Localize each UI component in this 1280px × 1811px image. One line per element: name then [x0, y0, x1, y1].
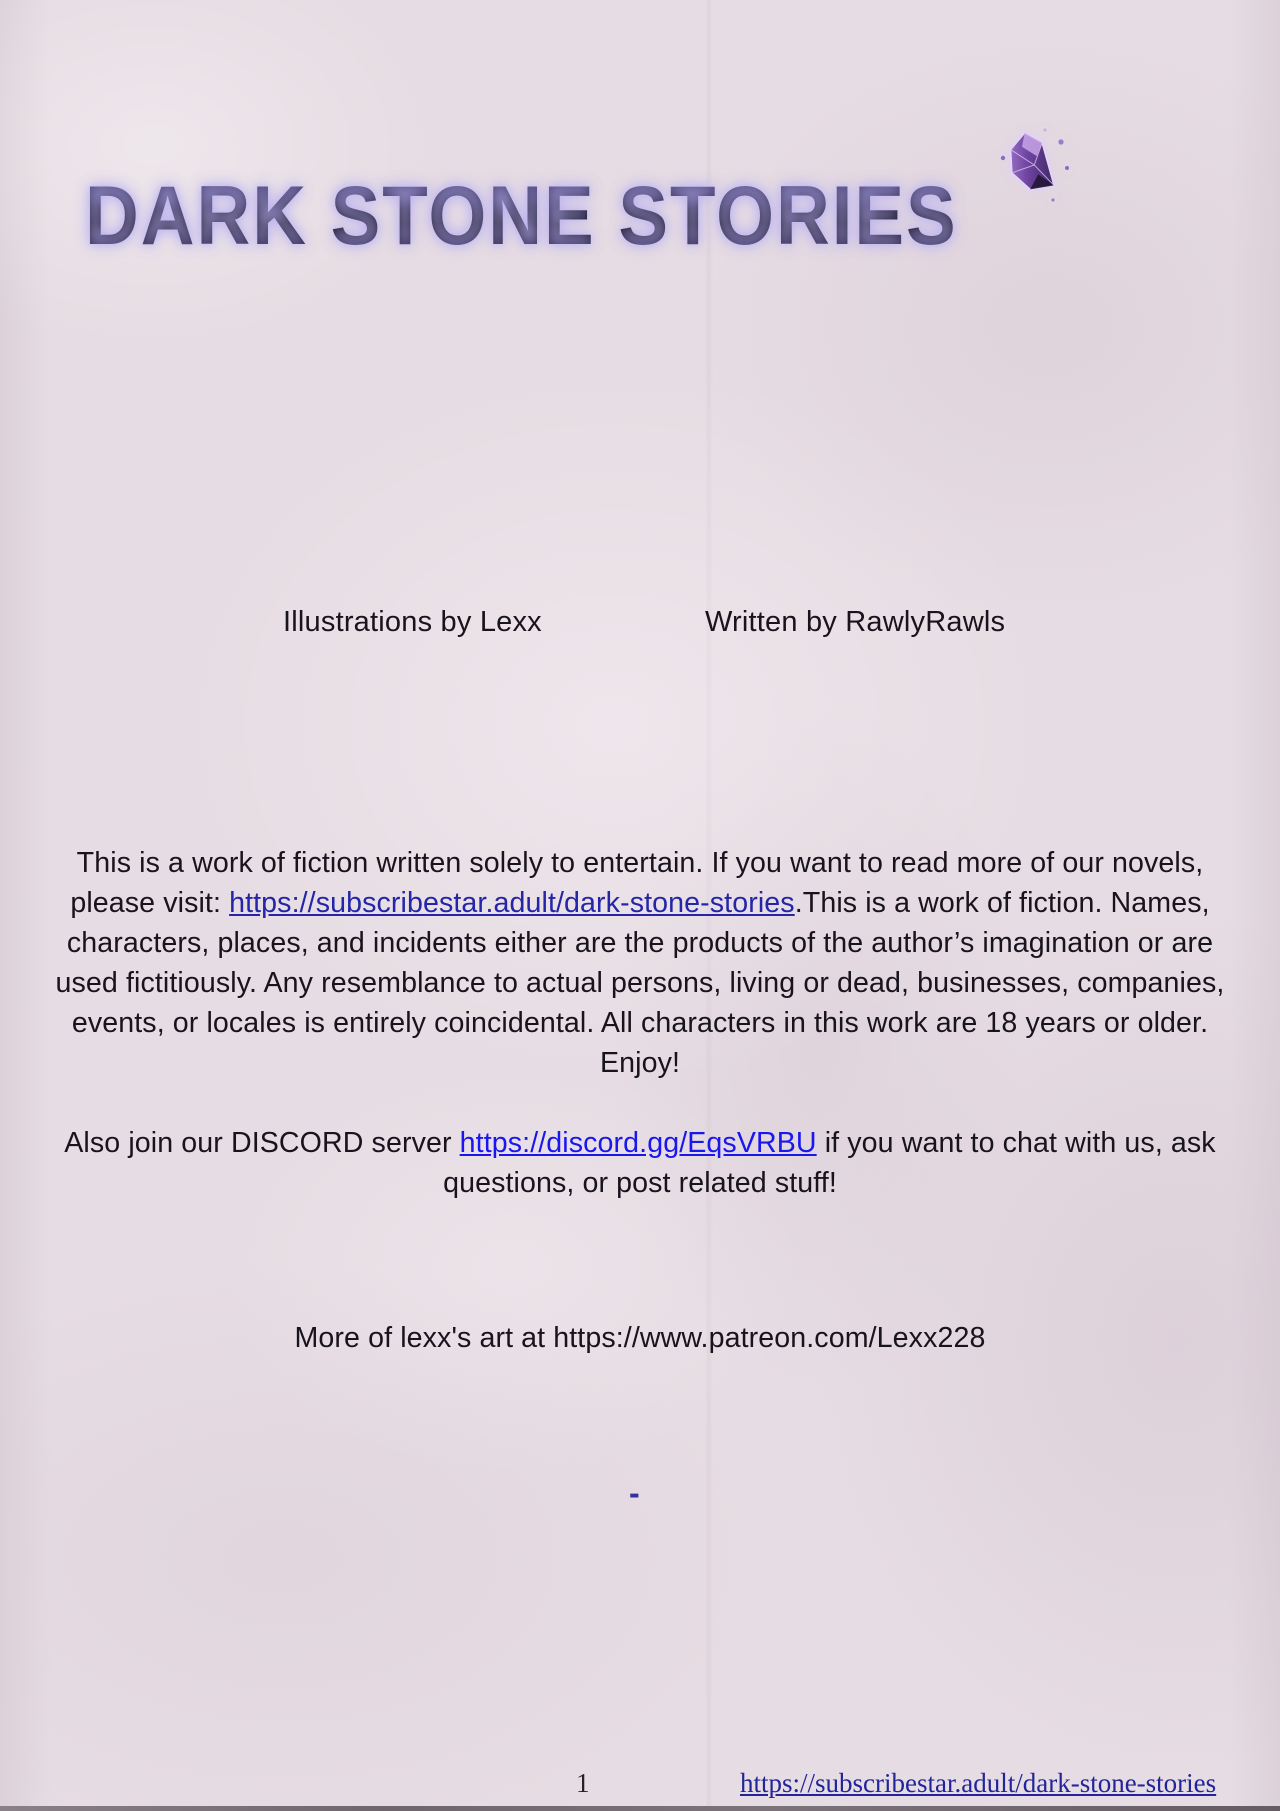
credit-illustrator: Illustrations by Lexx: [283, 606, 542, 638]
disclaimer-paragraph: [45, 843, 1235, 1083]
discord-text-before: Also join our DISCORD server: [64, 1127, 460, 1159]
discord-paragraph: [40, 1123, 1240, 1203]
patreon-line: More of lexx's art at https://www.patreon.com/Lexx228: [294, 1322, 986, 1354]
stray-dash-link[interactable]: -: [629, 1475, 640, 1511]
disclaimer-text-before: This is a work of fiction written solely to entertain. If you want to read more of our novels, please visit:: [70, 847, 1204, 919]
page-number: 1: [576, 1768, 590, 1798]
disclaimer-text-after: .This is a work of fiction. Names, characters, places, and incidents either are the products of the author’s imagination or are used fictitiously. Any resemblance to actual persons, living or dead, businesses, companies, events, or locales is entirely coincidental. All characters in this work are 18 years or older. Enjoy!: [55, 887, 1225, 1079]
credit-writer: Written by RawlyRawls: [705, 606, 1006, 638]
bottom-edge-bar: [0, 1806, 1280, 1811]
crystal-icon: [995, 126, 1073, 214]
discord-link[interactable]: https://discord.gg/EqsVRBU: [459, 1127, 817, 1159]
discord-text-after: if you want to chat with us, ask questions, or post related stuff!: [443, 1127, 1216, 1199]
logo-title: DARK STONE STORIES: [85, 168, 1026, 264]
logo-row: [85, 168, 1045, 263]
footer-subscribestar-link[interactable]: https://subscribestar.adult/dark-stone-stories: [740, 1768, 1217, 1798]
subscribestar-link[interactable]: https://subscribestar.adult/dark-stone-stories: [229, 887, 795, 919]
